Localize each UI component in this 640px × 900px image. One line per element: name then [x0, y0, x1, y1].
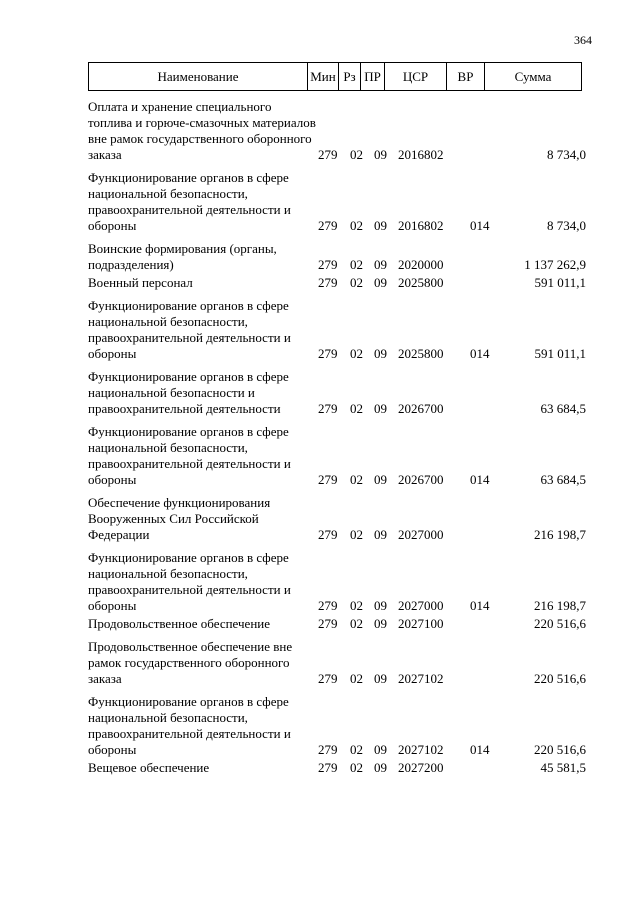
table-header	[88, 62, 582, 91]
header-pr: ПР	[361, 63, 385, 90]
row-min: 279	[318, 346, 338, 361]
row-csr: 2027000	[398, 598, 444, 613]
row-min: 279	[318, 472, 338, 487]
row-name: Воинские формирования (органы, подразделения)	[88, 241, 277, 272]
row-sum: 8 734,0	[547, 147, 586, 162]
row-csr: 2016802	[398, 218, 444, 233]
row-vr: 014	[470, 598, 490, 613]
row-pr: 09	[374, 147, 387, 162]
table-row	[88, 616, 586, 632]
row-rz: 02	[350, 275, 363, 290]
row-csr: 2016802	[398, 147, 444, 162]
row-pr: 09	[374, 598, 387, 613]
table-row	[88, 241, 586, 273]
row-csr: 2027102	[398, 742, 444, 757]
row-min: 279	[318, 147, 338, 162]
row-min: 279	[318, 616, 338, 631]
table-row	[88, 298, 586, 362]
row-name: Функционирование органов в сфере национальной безопасности, правоохранительной деятельности и обороны	[88, 298, 291, 361]
row-name: Функционирование органов в сфере национальной безопасности, правоохранительной деятельности и обороны	[88, 694, 291, 757]
row-rz: 02	[350, 742, 363, 757]
row-min: 279	[318, 218, 338, 233]
row-name: Функционирование органов в сфере национальной безопасности, правоохранительной деятельности и обороны	[88, 170, 291, 233]
table-row	[88, 639, 586, 687]
header-sum: Сумма	[514, 68, 552, 84]
row-sum: 591 011,1	[534, 275, 586, 290]
row-sum: 63 684,5	[540, 472, 586, 487]
table-body	[88, 99, 586, 776]
row-vr: 014	[470, 218, 490, 233]
row-sum: 216 198,7	[534, 598, 586, 613]
row-min: 279	[318, 742, 338, 757]
table-row	[88, 550, 586, 614]
row-pr: 09	[374, 472, 387, 487]
page-number: 364	[574, 33, 592, 47]
row-name: Обеспечение функционирования Вооруженных Сил Российской Федерации	[88, 495, 271, 542]
row-name: Оплата и хранение специального топлива и горюче-смазочных материалов вне рамок государственного оборонного заказа	[88, 99, 316, 162]
row-name: Продовольственное обеспечение вне рамок государственного оборонного заказа	[88, 639, 293, 686]
row-pr: 09	[374, 527, 387, 542]
row-pr: 09	[374, 742, 387, 757]
row-sum: 1 137 262,9	[524, 257, 586, 272]
row-rz: 02	[350, 616, 363, 631]
row-csr: 2027102	[398, 671, 444, 686]
row-csr: 2025800	[398, 346, 444, 361]
row-rz: 02	[350, 472, 363, 487]
table-row	[88, 170, 586, 234]
row-rz: 02	[350, 527, 363, 542]
row-sum: 220 516,6	[534, 671, 586, 686]
row-min: 279	[318, 275, 338, 290]
row-csr: 2027200	[398, 760, 444, 775]
row-rz: 02	[350, 218, 363, 233]
row-sum: 45 581,5	[540, 760, 586, 775]
row-pr: 09	[374, 346, 387, 361]
row-name: Вещевое обеспечение	[88, 760, 210, 775]
header-name: Наименование	[89, 63, 308, 90]
row-min: 279	[318, 257, 338, 272]
table-row	[88, 369, 586, 417]
table-row	[88, 424, 586, 488]
row-pr: 09	[374, 218, 387, 233]
row-csr: 2020000	[398, 257, 444, 272]
header-csr: ЦСР	[385, 63, 447, 90]
table-row	[88, 275, 586, 291]
row-pr: 09	[374, 671, 387, 686]
row-rz: 02	[350, 671, 363, 686]
table-row	[88, 760, 586, 776]
header-rz: Рз	[339, 63, 361, 90]
row-sum: 8 734,0	[547, 218, 586, 233]
row-min: 279	[318, 760, 338, 775]
row-rz: 02	[350, 147, 363, 162]
row-name: Функционирование органов в сфере национальной безопасности, правоохранительной деятельности и обороны	[88, 424, 291, 487]
header-vr: ВР	[447, 63, 485, 90]
row-vr: 014	[470, 346, 490, 361]
row-pr: 09	[374, 401, 387, 416]
table-row	[88, 495, 586, 543]
row-vr: 014	[470, 472, 490, 487]
row-rz: 02	[350, 257, 363, 272]
row-name: Продовольственное обеспечение	[88, 616, 270, 631]
row-csr: 2027100	[398, 616, 444, 631]
header-min: Мин	[308, 63, 339, 90]
row-name: Функционирование органов в сфере национальной безопасности, правоохранительной деятельности и обороны	[88, 550, 291, 613]
row-rz: 02	[350, 598, 363, 613]
row-pr: 09	[374, 257, 387, 272]
row-name: Функционирование органов в сфере национальной безопасности и правоохранительной деятельности	[88, 369, 289, 416]
row-sum: 220 516,6	[534, 742, 586, 757]
table-row	[88, 99, 586, 163]
row-sum: 216 198,7	[534, 527, 586, 542]
row-name: Военный персонал	[88, 275, 193, 290]
row-pr: 09	[374, 616, 387, 631]
row-min: 279	[318, 671, 338, 686]
table-row	[88, 694, 586, 758]
row-min: 279	[318, 598, 338, 613]
row-sum: 220 516,6	[534, 616, 586, 631]
row-rz: 02	[350, 401, 363, 416]
row-pr: 09	[374, 275, 387, 290]
row-vr: 014	[470, 742, 490, 757]
row-sum: 591 011,1	[534, 346, 586, 361]
row-rz: 02	[350, 346, 363, 361]
row-csr: 2026700	[398, 401, 444, 416]
row-min: 279	[318, 401, 338, 416]
row-rz: 02	[350, 760, 363, 775]
row-pr: 09	[374, 760, 387, 775]
row-sum: 63 684,5	[540, 401, 586, 416]
row-csr: 2025800	[398, 275, 444, 290]
row-min: 279	[318, 527, 338, 542]
row-csr: 2026700	[398, 472, 444, 487]
row-csr: 2027000	[398, 527, 444, 542]
